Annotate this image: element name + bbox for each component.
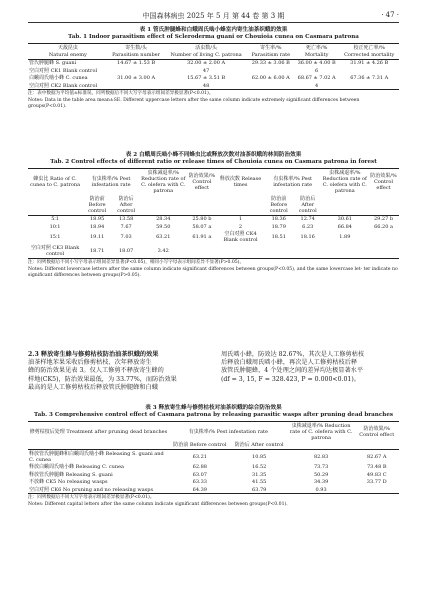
table-cell: 18.71 xyxy=(89,247,105,254)
table-cell xyxy=(186,244,217,258)
table-cell: 59.50 xyxy=(156,223,171,230)
table3-block xyxy=(28,405,399,508)
table-cell xyxy=(368,244,399,258)
table-cell: 67.36 ± 7.31 A xyxy=(350,75,389,82)
table2-header-cell: 防治效果/% Control effect xyxy=(188,172,216,192)
table1-header-cell: 校正死亡率/% xyxy=(353,44,385,51)
table2-header-cell: 有虫株率/% Pest infestation rate xyxy=(273,175,313,188)
table-cell: 82.83 xyxy=(313,453,329,460)
table-cell: 10.85 xyxy=(252,453,267,460)
table3-note-cn: 注：同列数据后不同大写字母表示组间差异极显著(P<0.01)。 xyxy=(28,495,155,501)
table1-header-cell: 死亡率/% xyxy=(305,44,328,51)
table-cell: 5∶1 xyxy=(51,216,59,223)
table-cell: 7.67 xyxy=(120,223,132,230)
table-cell: 2 xyxy=(238,223,243,230)
table3-header-cell xyxy=(354,442,399,450)
table-cell: 49.83 C xyxy=(366,471,387,478)
table2-block xyxy=(28,152,399,279)
table2-header-cell: 防治效果/% Control effect xyxy=(370,172,397,192)
table-row xyxy=(28,59,399,67)
table1-note-en: Notes: Data in the table area mean±SE. Different uppercase letters after the same column indicate extremely significant differences between groups(P<0.01). xyxy=(28,98,360,110)
table-cell: 1 xyxy=(238,216,243,223)
table2-header-cell: 防治前 Before control xyxy=(88,195,107,214)
table2-header-cell xyxy=(140,195,186,215)
table-row xyxy=(28,450,399,464)
table2-header-cell: 有虫株率/% Pest infestation rate xyxy=(91,175,131,188)
table-cell: 73.48 B xyxy=(366,464,387,471)
table1-header-cell: Mortality xyxy=(304,51,329,58)
table-row xyxy=(28,231,399,245)
table-cell: 63.33 xyxy=(192,479,207,486)
body-left-column xyxy=(28,351,206,392)
table-cell: 82.67 A xyxy=(366,453,387,460)
table-cell: 1.89 xyxy=(339,234,351,241)
table2 xyxy=(28,168,399,259)
table-row xyxy=(28,464,399,471)
table2-header-cell xyxy=(368,195,399,215)
journal-title: 中国森林病虫 2025 年 5 月 第 44 卷 第 3 期 xyxy=(142,12,285,20)
paragraph-line: 后释放白蛾周氏啮小蜂，再次是人工修剪枯枝后释 xyxy=(221,359,358,367)
table3-header-cell: 防治前 Before control xyxy=(173,442,227,449)
page-number: · 47 · xyxy=(381,11,399,19)
table-cell: 19.11 xyxy=(89,234,105,241)
table-cell: 34.39 xyxy=(313,479,329,486)
table-cell: 63.21 xyxy=(192,453,207,460)
table3-header xyxy=(28,422,399,442)
table3-title-cn: 表 3 释放寄生蜂与修剪枯枝对油茶织蛾的综合防治效果 xyxy=(145,405,282,411)
table-row xyxy=(28,244,399,258)
table-cell: 63.07 xyxy=(192,471,207,478)
table-cell: 管氏肿腿蜂 S. guani xyxy=(29,60,77,67)
table-cell: 6.23 xyxy=(302,223,314,230)
table2-header xyxy=(28,169,399,196)
table-cell: 15∶1 xyxy=(49,234,61,241)
table2-title-en: Tab. 2 Control effects of different ratio or release times of Chouioia cunea on Casmara patrona in forest xyxy=(50,159,377,165)
table2-header-cell: 释放次数 Release times xyxy=(219,175,262,188)
table3-title-en: Tab. 3 Comprehensive control effect of Casmara patrona by releasing parasitic wasps after pruning dead branches xyxy=(33,412,394,418)
table-cell: 73.73 xyxy=(313,464,329,471)
table1-header-cell: 天敌昆虫 xyxy=(57,44,78,51)
paragraph-line: 最高的是人工修剪枯枝后释放管氏肿腿蜂和白蛾 xyxy=(28,383,158,391)
table-cell: 3.42 xyxy=(157,247,169,254)
paragraph-line: 油茶样地苯果采收后修剪枯枝、次年释放寄生 xyxy=(28,359,152,367)
table1-header-cell: Parasitism rate xyxy=(251,51,291,58)
table1-header-cn xyxy=(28,44,399,52)
table-cell: 30.61 xyxy=(337,216,352,223)
table1-header-cell: Parasitism number xyxy=(112,51,161,58)
table-cell xyxy=(294,244,322,258)
table2-title-cn: 表 2 白蛾周氏啮小蜂不同蜂虫比或释放次数对油茶织蛾的林间防治效果 xyxy=(125,152,302,158)
table-cell xyxy=(322,244,368,258)
table-cell: 不放蜂 CK5 No releasing wasps xyxy=(29,479,108,486)
table-cell: 白蛾周氏啮小蜂 C. cunea xyxy=(29,75,88,82)
table2-header-cell: 防治后 After control xyxy=(117,195,136,214)
table-cell: 6 xyxy=(315,67,319,74)
table2-note-en xyxy=(28,267,399,279)
table2-note-cn: 注：同列数据后不同小写字母表示组间差异显著(P<0.05)，相同小写字母表示组间差异不显著(P>0.05)。 xyxy=(28,259,245,265)
table-cell: 31.91 ± 4.26 B xyxy=(350,60,389,67)
table1-block xyxy=(28,27,399,110)
table2-header-cell: 虫株减退率/% Reduction rate of C. olefera with C. patrona xyxy=(141,169,186,195)
table-cell: 12.74 xyxy=(300,216,315,223)
paragraph-line: 样地(CK5)，防治效果最低，为 33.77%，而防治效果 xyxy=(28,375,177,383)
table-cell: 空白对照 CK6 No pruning and no releasing wasps xyxy=(29,486,154,493)
table-row xyxy=(28,67,399,74)
table1-title-en: Tab. 1 Indoor parasitism effect of Scleroderma guani or Chouioia cunea on Casmara patrona xyxy=(68,34,359,40)
table-row xyxy=(28,82,399,90)
table-cell: 47 xyxy=(202,67,210,74)
paragraph-line: 周氏啮小蜂，防效达 82.67%，其次是人工修剪枯枝 xyxy=(221,351,365,358)
table-cell: 7.03 xyxy=(120,234,132,241)
table3-header-cell: 虫株减退率/% Reduction rate of C. olefera with C. patrona xyxy=(289,422,353,441)
table-row xyxy=(28,223,399,230)
table1-header-cell: 活虫数/头 xyxy=(195,44,217,51)
table-cell: 68.67 ± 7.02 A xyxy=(297,75,336,82)
table1-header-cell: Number of living C. patrona xyxy=(170,51,242,58)
table-cell: 41.55 xyxy=(252,479,267,486)
table-cell: 0.93 xyxy=(315,486,327,493)
table-cell: 36.00 ± 4.00 B xyxy=(297,60,336,67)
table2-subheader xyxy=(28,195,399,215)
table-cell: 18.94 xyxy=(89,223,105,230)
table3-header-cell xyxy=(288,442,355,450)
table-cell: 25.80 b xyxy=(192,216,212,223)
table-cell xyxy=(264,244,294,258)
table-cell: 空白对照 CK4 Blank control xyxy=(223,231,258,244)
table-cell: 空白对照 CK3 Blank control xyxy=(30,244,80,257)
table-cell xyxy=(354,486,399,494)
table-cell: 66.20 a xyxy=(374,223,393,230)
table2-header-cell: 防治前 Before control xyxy=(269,195,288,214)
table-cell: 18.16 xyxy=(300,234,315,241)
table1-note-cn: 注：表中数据为平均值±标准误。同列数据后不同大写字母表示组间差异极显著(P<0.01)。 xyxy=(28,91,214,97)
table-cell: 29.27 b xyxy=(373,216,394,223)
table-cell: 18.95 xyxy=(89,216,105,223)
paragraph-line: (df = 3, 15, F = 328.423, P = 0.000<0.01)。 xyxy=(221,375,360,383)
table2-header-cell: 蜂虫比 Ratio of C. cunea to C. patrona xyxy=(30,175,81,188)
table-cell: 14.67 ± 1.53 B xyxy=(117,60,156,67)
table-cell: 18.36 xyxy=(271,216,286,223)
table-cell: 空白对照 CK2 Blank control xyxy=(29,82,98,89)
table-cell: 29.33 ± 3.06 B xyxy=(251,60,290,67)
table1 xyxy=(28,43,399,90)
table-cell xyxy=(248,67,294,74)
table2-header-cell: 虫株减退率/% Reduction rate of C. olefera with C. patrona xyxy=(322,169,367,195)
table1-header-cell: Natural enemy xyxy=(48,51,87,58)
table-row xyxy=(28,479,399,486)
table-cell: 48 xyxy=(202,82,210,89)
table-cell xyxy=(339,67,399,74)
table2-header-cell xyxy=(28,195,82,215)
table1-header-cell: 寄生数/头 xyxy=(125,44,147,51)
paragraph-line: 蜂的防治效果见表 3。仅人工修剪不释放寄生蜂的 xyxy=(28,367,164,375)
table-row xyxy=(28,471,399,478)
table-cell: 16.52 xyxy=(252,464,267,471)
table-row xyxy=(28,486,399,494)
table-cell xyxy=(339,82,399,90)
table-cell: 66.84 xyxy=(337,223,352,230)
table-cell: 62.00 ± 6.00 A xyxy=(251,75,290,82)
section-heading: 2.3 释放寄生蜂与修剪枯枝防治油茶织蛾的效果 xyxy=(28,351,159,358)
table-cell: 50.29 xyxy=(313,471,329,478)
table-cell: 62.88 xyxy=(192,464,207,471)
table3-note-en: Notes: Different capital letters after the same column indicate significant differences between groups(P<0.01). xyxy=(28,502,288,508)
table3-header-cell: 防治后 After control xyxy=(234,442,284,449)
table-cell: 64.39 xyxy=(192,486,207,493)
table-row xyxy=(28,215,399,223)
table-cell: 15.67 ± 3.51 B xyxy=(187,75,226,82)
table-cell: 释放管氏肿腿蜂和白蛾周氏啮小蜂 Releasing S. guani and C. cunea xyxy=(29,450,164,463)
table1-title-cn: 表 1 管氏肿腿蜂和白蛾周氏啮小蜂室内寄生油茶织蛾的效果 xyxy=(139,27,288,33)
table3-subheader xyxy=(28,442,399,450)
table2-note-en-line: ter indicate no significant differences between groups(P>0.05). xyxy=(28,266,398,278)
table-cell: 28.34 xyxy=(156,216,171,223)
running-header xyxy=(28,10,399,23)
table-cell: 10∶1 xyxy=(49,223,61,230)
table-cell xyxy=(108,67,165,74)
table2-header-cell xyxy=(322,195,368,215)
table-cell: 18.07 xyxy=(118,247,134,254)
table-cell xyxy=(248,82,294,90)
table-cell: 31.35 xyxy=(252,471,267,478)
table-cell: 18.79 xyxy=(271,223,286,230)
table-cell: 13.58 xyxy=(118,216,134,223)
table-cell: 4 xyxy=(315,82,319,89)
table-cell xyxy=(368,231,399,245)
body-text xyxy=(28,351,399,395)
table1-header-cell: Corrected mortality xyxy=(344,51,395,58)
table-cell: 63.79 xyxy=(252,486,267,493)
table3 xyxy=(28,421,399,494)
table3-header-cell: 有虫株率/% Pest infestation rate xyxy=(188,428,268,435)
body-right-column xyxy=(221,351,399,384)
table-cell: 33.77 D xyxy=(366,479,387,486)
table2-note-en-line: Notes: Different lowercase letters after the same column indicate significant differences between groups(P<0.05), and the same lowercase let- xyxy=(28,266,363,272)
table-cell: 58.07 a xyxy=(192,223,212,230)
table-cell: 空白对照 CK1 Blank control xyxy=(29,67,98,74)
table-cell xyxy=(217,244,263,258)
table-cell: 32.00 ± 2.00 A xyxy=(187,60,226,67)
table1-header-en xyxy=(28,51,399,59)
table1-header-cell: 寄生率/% xyxy=(260,44,282,51)
table-cell: 63.21 xyxy=(156,234,171,241)
table2-header-cell xyxy=(217,195,263,215)
table-cell: 61.91 a xyxy=(192,234,212,241)
table-cell xyxy=(108,82,165,90)
table3-header-cell: 防治效果/% Control effect xyxy=(359,425,395,438)
table2-header-cell: 防治后 After control xyxy=(298,195,317,214)
table-cell: 释放管氏肿腿蜂 Releasing S. guani xyxy=(29,471,113,478)
table-row xyxy=(28,75,399,82)
table2-header-cell xyxy=(186,195,217,215)
table-cell: 释放白蛾周氏啮小蜂 Releasing C. cunea xyxy=(29,464,125,471)
table-cell: 31.00 ± 3.00 A xyxy=(117,75,156,82)
paragraph-line: 放管氏肿腿蜂，4 个处理之间的差异均达极显著水平 xyxy=(221,367,364,375)
table3-header-cell: 修剪枯枝后处理 Treatment after pruning dead branches xyxy=(29,428,168,435)
table3-header-cell xyxy=(28,442,169,450)
table-cell: 18.51 xyxy=(271,234,286,241)
